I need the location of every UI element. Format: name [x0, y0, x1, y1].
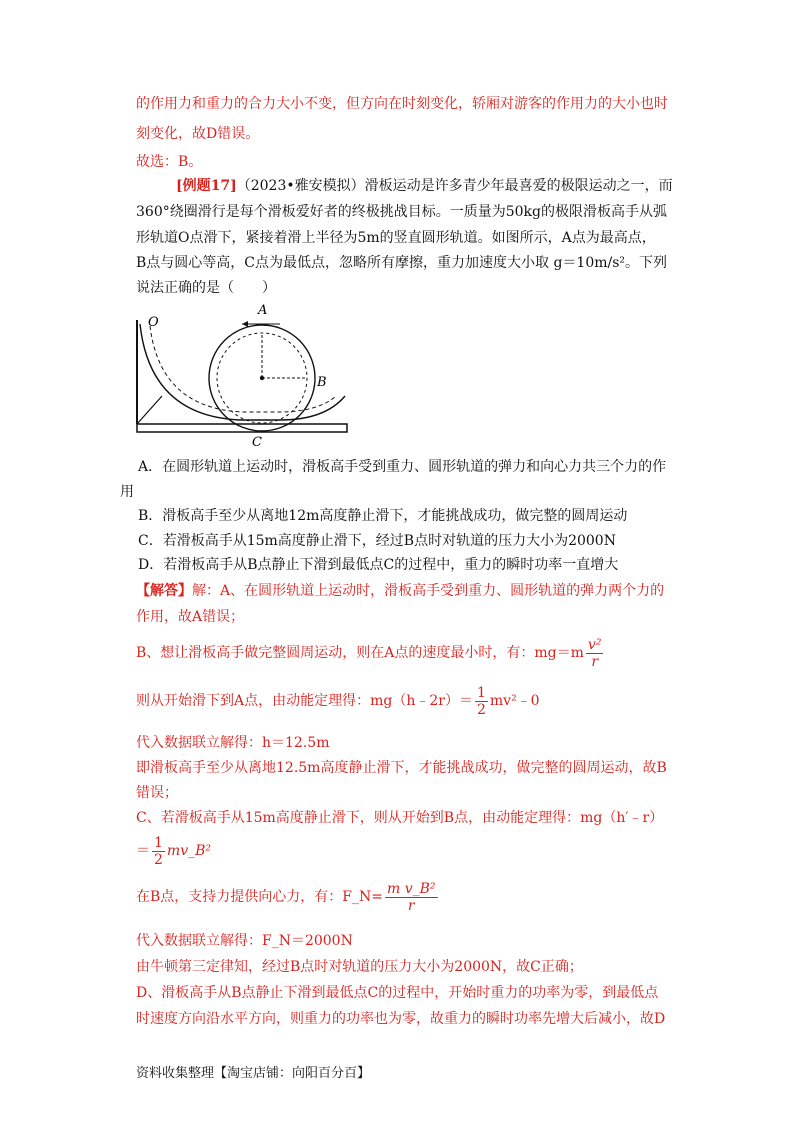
intro-line-2: 刻变化，故D错误。 [136, 126, 260, 142]
example-tag: [例题17] [176, 178, 237, 194]
solution-line-1 [136, 581, 664, 601]
example-line-4: B点与圆心等高，C点为最低点，忽略所有摩擦，重力加速度大小取 g＝10m/s²。下列 [136, 255, 668, 271]
solution-c-4: 代入数据联立解得：F_N＝2000N [136, 933, 353, 949]
example-line-2: 360°绕圈滑行是每个滑板爱好者的终极挑战目标。一质量为50kg的极限滑板高手从弧 [136, 204, 667, 220]
solution-c-2-pre: ＝ [136, 843, 150, 859]
option-a-line-1: A．在圆形轨道上运动时，滑板高手受到重力、圆形轨道的弹力和向心力共三个力的作 [138, 459, 667, 475]
solution-c-5: 由牛顿第三定律知，经过B点时对轨道的压力大小为2000N，故C正确； [136, 959, 583, 975]
solution-b-5: 错误； [136, 785, 178, 801]
solution-c-2-tail: mv_B² [166, 843, 212, 859]
example-line-1 [176, 176, 673, 196]
example-line-3: 形轨道O点滑下，紧接着滑上半径为5m的竖直圆形轨道。如图所示，A点为最高点， [136, 230, 656, 246]
solution-b-1 [136, 636, 605, 670]
label-a: A [258, 303, 268, 318]
answer-line: 故选：B。 [136, 154, 203, 170]
solution-b-1-text: B、想让滑板高手做完整圆周运动，则在A点的速度最小时，有：mg＝m [136, 645, 584, 661]
solution-c-3-text: 在B点，支持力提供向心力，有：F_N= [136, 889, 383, 905]
solution-b-2 [136, 684, 540, 718]
fraction-v2-over-r: $\frac{\text{v²}}{r}$ [587, 636, 602, 670]
solution-head: 【解答】 [136, 583, 192, 599]
loop-track-figure [130, 296, 355, 448]
example-line-1-text: （2023•雅安模拟）滑板运动是许多青少年最喜爱的极限运动之一，而 [236, 178, 673, 194]
example-line-5: 说法正确的是（ ） [136, 280, 276, 296]
fraction-mvb2-over-r: $\frac{\text{m v\_B²}}{r}$ [386, 880, 436, 914]
solution-b-2-text: 则从开始滑下到A点，由动能定理得：mg（h﹣2r）＝ [136, 693, 473, 709]
solution-c-1: C、若滑板高手从15m高度静止滑下，则从开始到B点，由动能定理得：mg（h′﹣r） [136, 810, 664, 826]
solution-c-2 [136, 834, 211, 868]
option-c: C．若滑板高手从15m高度静止滑下，经过B点时对轨道的压力大小为2000N [138, 533, 616, 549]
option-b: B．滑板高手至少从离地12m高度静止滑下，才能挑战成功，做完整的圆周运动 [138, 508, 628, 524]
label-o: O [148, 315, 159, 330]
label-c: C [252, 435, 262, 448]
solution-d-2: 时速度方向沿水平方向，则重力的功率也为零，故重力的瞬时功率先增大后减小，故D [136, 1011, 666, 1027]
solution-d-1: D、滑板高手从B点静止下滑到最低点C的过程中，开始时重力的功率为零，到最低点 [136, 985, 659, 1001]
solution-b-2-tail: mv²﹣0 [489, 693, 540, 709]
option-a-line-2: 用 [120, 484, 134, 500]
solution-b-4: 即滑板高手至少从离地12.5m高度静止滑下，才能挑战成功，做完整的圆周运动，故B [136, 760, 667, 776]
solution-line-1-text: 解：A、在圆形轨道上运动时，滑板高手受到重力、圆形轨道的弹力两个力的 [192, 583, 665, 599]
page-footer: 资料收集整理【淘宝店铺：向阳百分百】 [136, 1066, 371, 1081]
solution-b-3: 代入数据联立解得：h＝12.5m [136, 735, 330, 751]
fraction-one-half: $\frac{1}{2}$ [476, 684, 486, 718]
option-d: D．若滑板高手从B点静止下滑到最低点C的过程中，重力的瞬时功率一直增大 [138, 557, 619, 573]
label-b: B [317, 375, 327, 390]
solution-c-3 [136, 880, 440, 914]
intro-line-1: 的作用力和重力的合力大小不变，但方向在时刻变化，轿厢对游客的作用力的大小也时 [136, 96, 668, 112]
fraction-one-half-b: $\frac{1}{2}$ [154, 834, 163, 868]
solution-line-2: 作用，故A错误； [136, 609, 245, 625]
